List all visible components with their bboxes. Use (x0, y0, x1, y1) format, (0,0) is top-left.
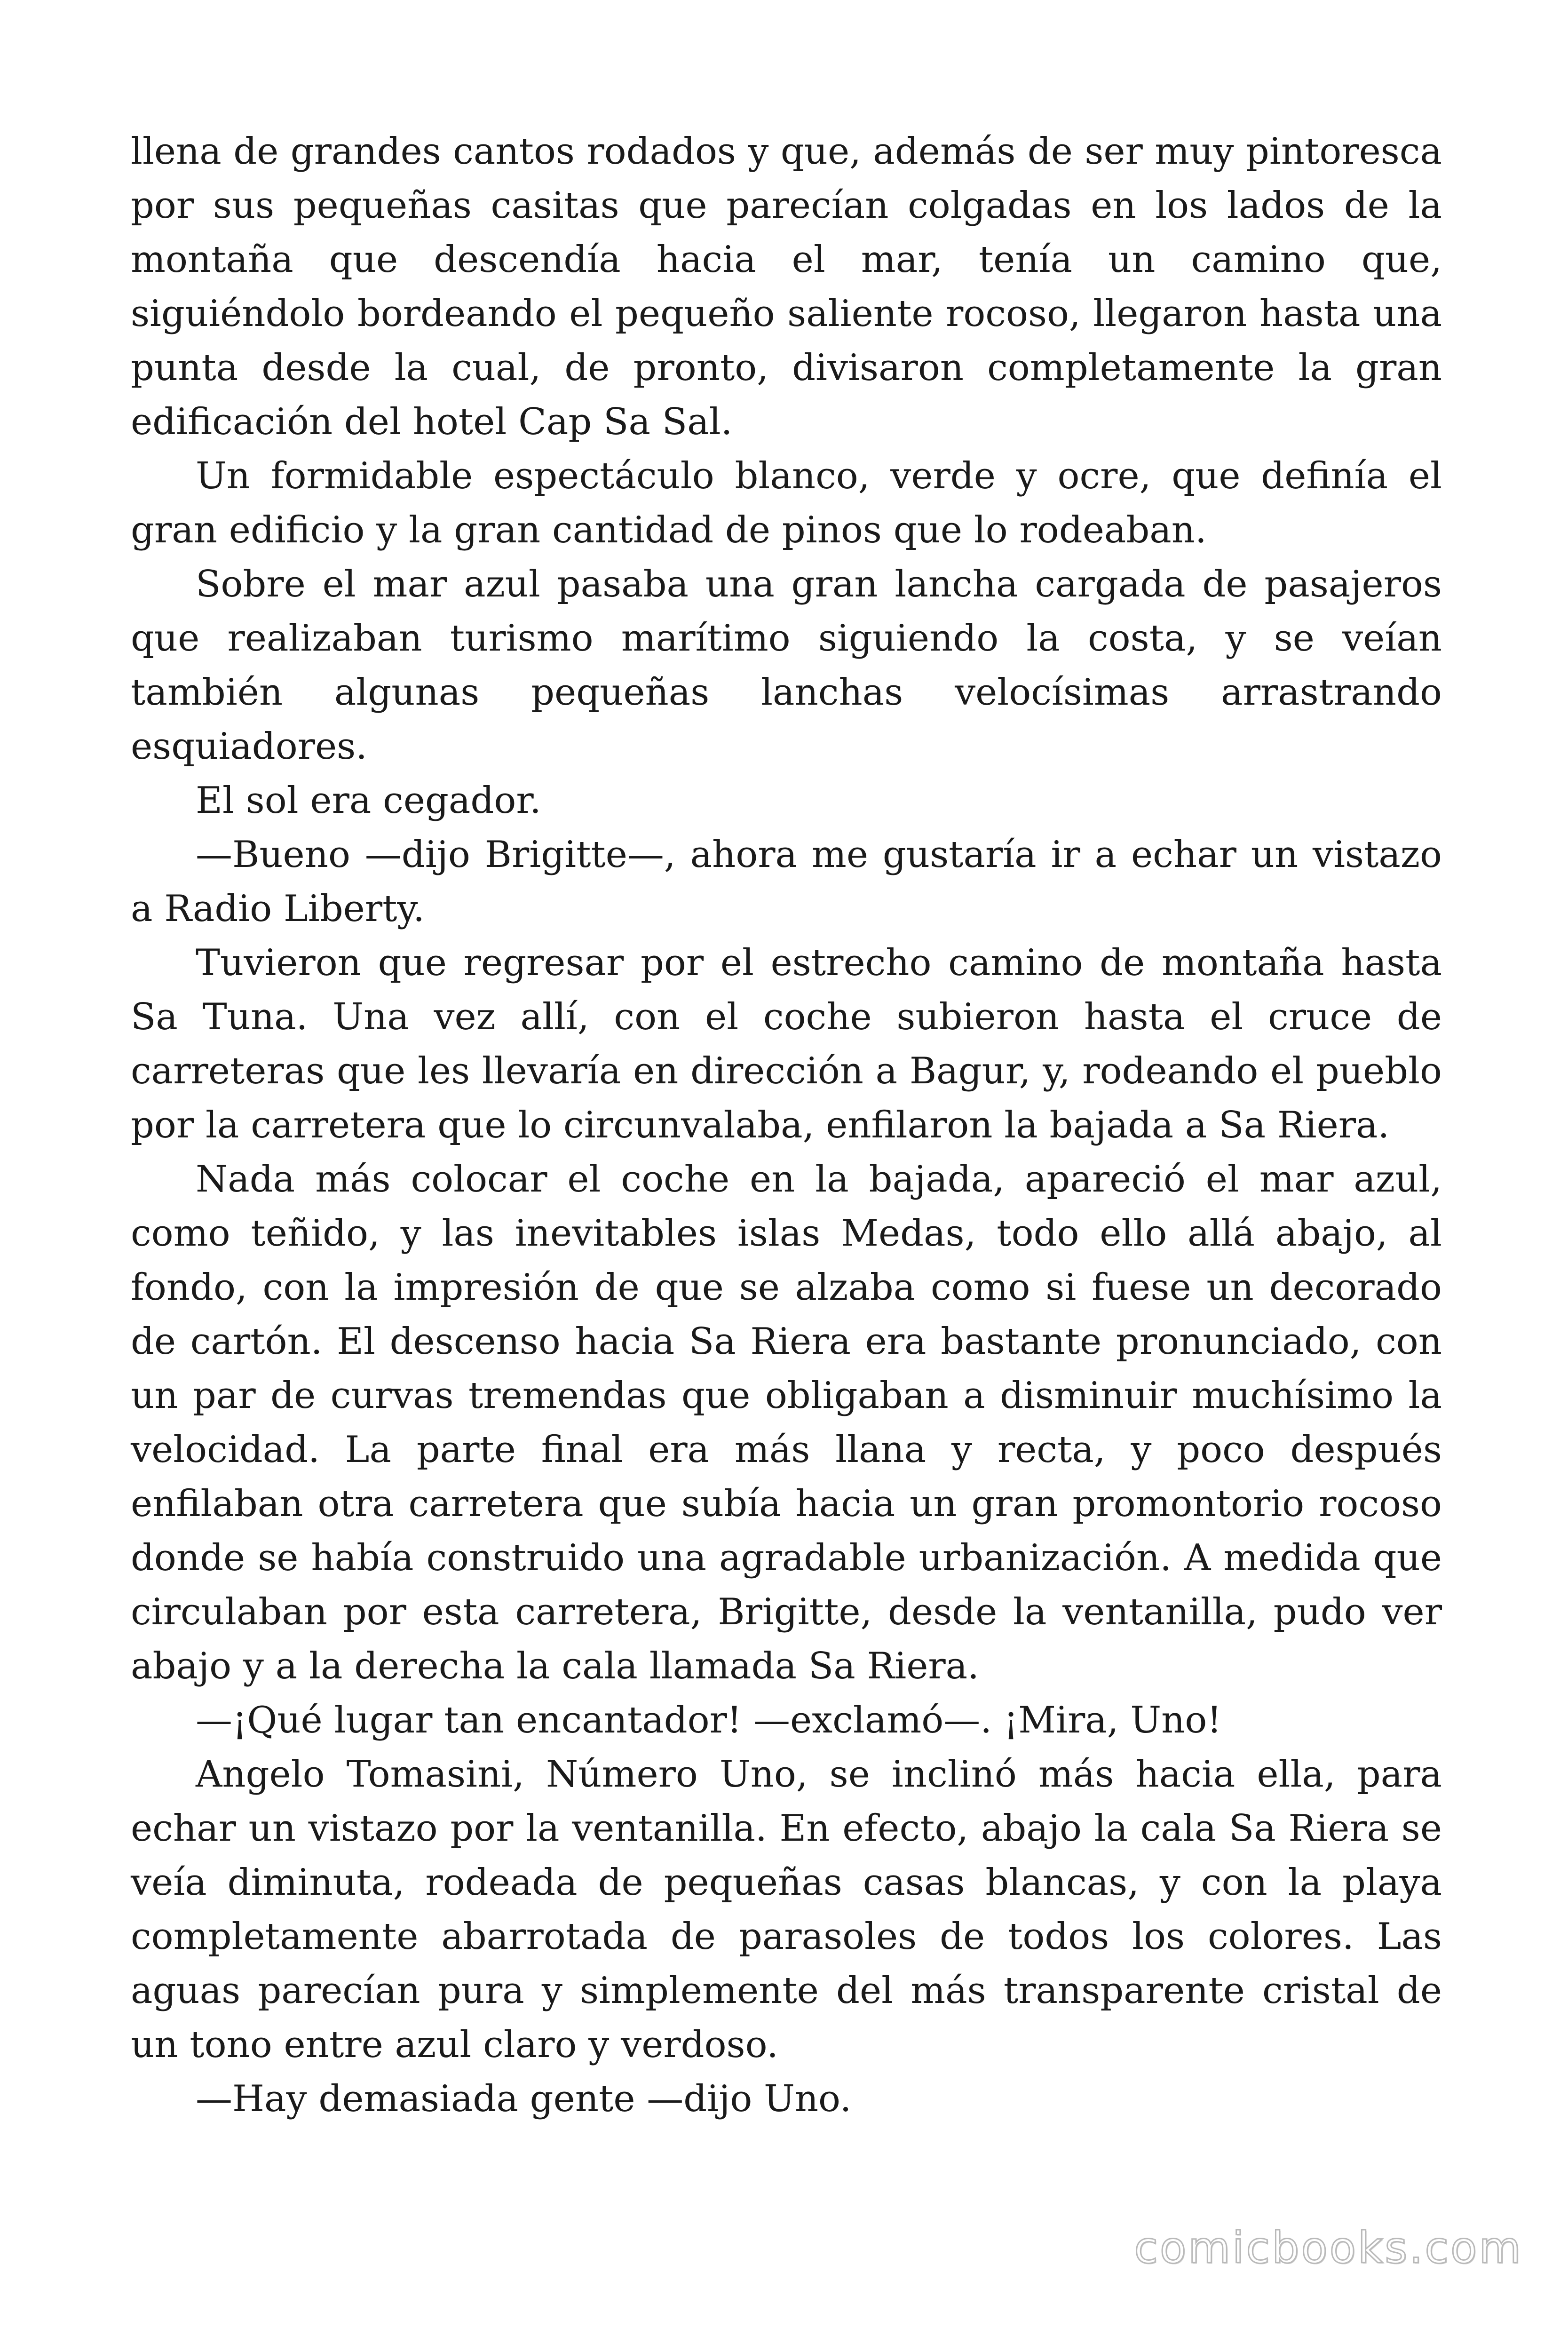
paragraph: —Bueno —dijo Brigitte—, ahora me gustaría ir a echar un vistazo a Radio Liberty. (131, 834, 1442, 930)
paragraph: —¡Qué lugar tan encantador! —exclamó—. ¡Mira, Uno! (196, 1699, 1222, 1741)
body-text (131, 125, 1442, 2126)
paragraph: Angelo Tomasini, Número Uno, se inclinó más hacia ella, para echar un vistazo por la ventanilla. En efecto, abajo la cala Sa Riera se veía diminuta, rodeada de pequeñas casas blancas, y con la playa completamente abarrotada de parasoles de todos los colores. Las aguas parecían pura y simplemente del más transparente cristal de un tono entre azul claro y verdoso. (131, 1753, 1442, 2066)
paragraph: El sol era cegador. (196, 779, 541, 822)
watermark: comicbooks.com (1134, 2223, 1523, 2273)
paragraph: Tuvieron que regresar por el estrecho camino de montaña hasta Sa Tuna. Una vez allí, con el coche subieron hasta el cruce de carreteras que les llevaría en dirección a Bagur, y, rodeando el pueblo por la carretera que lo circunvalaba, enfilaron la bajada a Sa Riera. (131, 942, 1442, 1146)
paragraph: Sobre el mar azul pasaba una gran lancha cargada de pasajeros que realizaban turismo marítimo siguiendo la costa, y se veían también algunas pequeñas lanchas velocísimas arrastrando esquiadores. (131, 563, 1442, 768)
paragraph: —Hay demasiada gente —dijo Uno. (196, 2078, 852, 2120)
paragraph: Nada más colocar el coche en la bajada, apareció el mar azul, como teñido, y las inevitables islas Medas, todo ello allá abajo, al fondo, con la impresión de que se alzaba como si fuese un decorado de cartón. El descenso hacia Sa Riera era bastante pronunciado, con un par de curvas tremendas que obligaban a disminuir muchísimo la velocidad. La parte final era más llana y recta, y poco después enfilaban otra carretera que subía hacia un gran promontorio rocoso donde se había construido una agradable urbanización. A medida que circulaban por esta carretera, Brigitte, desde la ventanilla, pudo ver abajo y a la derecha la cala llamada Sa Riera. (131, 1158, 1442, 1687)
paragraph: Un formidable espectáculo blanco, verde y ocre, que definía el gran edificio y la gran cantidad de pinos que lo rodeaban. (131, 455, 1442, 551)
paragraph: llena de grandes cantos rodados y que, además de ser muy pintoresca por sus pequeñas casitas que parecían colgadas en los lados de la montaña que descendía hacia el mar, tenía un camino que, siguiéndolo bordeando el pequeño saliente rocoso, llegaron hasta una punta desde la cual, de pronto, divisaron completamente la gran edificación del hotel Cap Sa Sal. (131, 130, 1442, 443)
